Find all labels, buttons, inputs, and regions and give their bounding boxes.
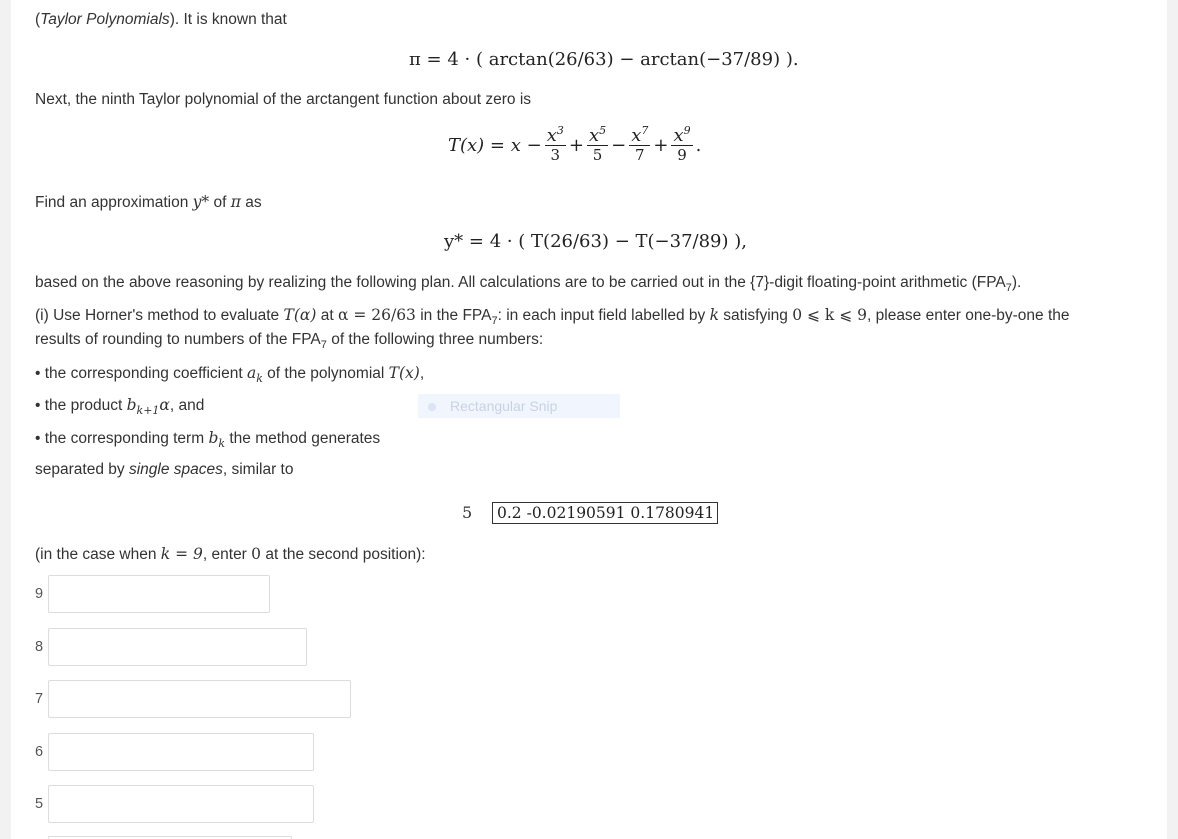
intro-rest: ). It is known that [169,11,287,28]
answer-input-k5[interactable] [48,785,314,823]
taylor-term-3: $\frac{x^3}{3}$ [546,124,564,164]
answer-input-k9[interactable] [48,575,270,613]
field-label-k9: 9 [35,586,44,602]
field-label-k5: 5 [35,796,44,812]
answer-input-k6[interactable] [48,733,314,771]
field-label-k8: 8 [35,639,44,655]
taylor-op-1: + [568,134,584,156]
approx-intro: Find an approximation y* of π as [35,193,262,211]
case-note: (in the case when k = 9, enter 0 at the second position): [35,545,426,563]
snip-dot-icon [428,403,436,411]
bullet-term: • the corresponding term $b_k$ the method generates [35,429,381,451]
pi-formula: π = 4 · ( arctan(26/63) − arctan(−37/89) ). [409,49,799,70]
example-label: 5 [462,503,473,522]
taylor-intro: Next, the ninth Taylor polynomial of the arctangent function about zero is [35,91,532,108]
example-answer-box: 0.2 -0.02190591 0.1780941 [492,502,718,524]
field-label-k7: 7 [35,691,44,707]
taylor-term-7: $\frac{x^7}{7}$ [631,124,649,164]
taylor-op-4: . [695,134,702,156]
taylor-lhs: T(x) = x − [448,134,542,156]
taylor-term-5: $\frac{x^5}{5}$ [588,124,607,164]
step1-line1: (i) Use Horner's method to evaluate T(α) at α = 26/63 in the $FPA_7$: in each input field labelled by k satisfying 0 ⩽ k ⩽ 9, please enter one-by-one the [35,306,1070,328]
separated-note: separated by single spaces, similar to [35,461,294,478]
rectangular-snip-overlay: Rectangular Snip [418,394,620,418]
answer-input-k7[interactable] [48,680,351,718]
taylor-op-2: − [611,134,627,156]
taylor-op-3: + [653,134,669,156]
approx-formula: y* = 4 · ( T(26/63) − T(−37/89) ), [444,231,747,252]
intro-title: Taylor Polynomials [40,11,170,28]
taylor-polynomial [448,126,701,165]
bullet-coefficient: • the corresponding coefficient $a_k$ of the polynomial T(x), [35,364,425,386]
field-label-k6: 6 [35,744,44,760]
answer-input-k8[interactable] [48,628,307,666]
bullet-product: • the product $b_{k+1}\alpha$, and [35,396,205,418]
step1-line2: results of rounding to numbers of the $FPA_7$ of the following three numbers: [35,331,544,352]
content-page [11,0,1167,839]
plan-text: based on the above reasoning by realizing the following plan. All calculations are to be carried out in the {7}-digit floating-point arithmetic $(FPA_7)$. [35,274,1022,295]
taylor-term-9: $\frac{x^9}{9}$ [673,124,691,164]
intro-line: (Taylor Polynomials). It is known that [35,11,287,28]
